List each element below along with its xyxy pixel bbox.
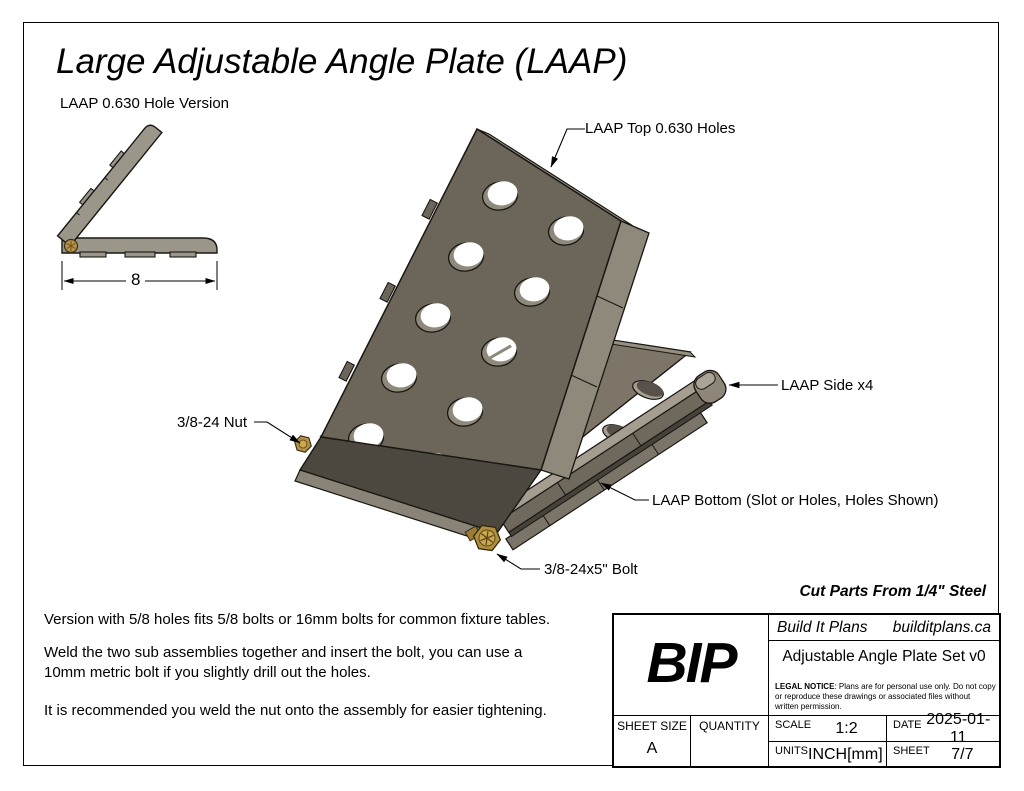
date-value: 2025-01-11: [926, 710, 991, 746]
note-2-line2: 10mm metric bolt if you slightly drill out the holes.: [44, 664, 371, 681]
brand-row: [769, 615, 999, 641]
sheet-value: 7/7: [951, 746, 974, 763]
callout-bolt: 3/8-24x5" Bolt: [544, 561, 638, 578]
units-cell: [769, 742, 887, 768]
quantity-label: QUANTITY: [699, 719, 760, 733]
top-plate: [321, 129, 649, 485]
scale-label: SCALE: [775, 719, 812, 731]
date-label: DATE: [893, 719, 922, 731]
page-subtitle: LAAP 0.630 Hole Version: [60, 95, 230, 112]
legal-line2: reproduce these drawings or associated files without written permission.: [775, 692, 971, 711]
logo-cell: [614, 615, 769, 716]
legal-label: LEGAL NOTICE: [775, 682, 835, 691]
note-3: It is recommended you weld the nut onto the assembly for easier tightening.: [44, 702, 547, 719]
legal-notice: [775, 682, 996, 712]
date-cell: [887, 710, 999, 746]
company-website: builditplans.ca: [892, 618, 991, 636]
page-title: Large Adjustable Angle Plate (LAAP): [56, 42, 628, 81]
sheet-size-cell: [614, 716, 691, 768]
sheet-size-label: SHEET SIZE: [617, 719, 687, 733]
units-value: INCH[mm]: [808, 746, 883, 763]
scale-value: 1:2: [835, 719, 858, 737]
company-name: Build It Plans: [777, 618, 868, 636]
sheet-size-value: A: [646, 740, 658, 757]
dimension-label: 8: [126, 270, 145, 290]
sheet-cell: [887, 742, 999, 768]
hex-nut: [293, 435, 313, 453]
leader-bolt: [497, 554, 540, 569]
note-2-line1: Weld the two sub assemblies together and insert the bolt, you can use a: [44, 644, 523, 661]
callout-top: LAAP Top 0.630 Holes: [585, 120, 736, 137]
bip-logo: BIP: [646, 631, 736, 695]
callout-side: LAAP Side x4: [781, 377, 874, 394]
sheet-label: SHEET: [893, 745, 930, 757]
drawing-name: Adjustable Angle Plate Set v0: [782, 648, 986, 665]
callout-bottom: LAAP Bottom (Slot or Holes, Holes Shown): [652, 492, 939, 509]
scale-cell: [769, 716, 887, 742]
profile-bottom-bar: [62, 238, 217, 253]
note-1: Version with 5/8 holes fits 5/8 bolts or 16mm bolts for common fixture tables.: [44, 611, 551, 628]
units-label: UNITS: [775, 745, 808, 757]
profile-top-bar: [54, 120, 161, 246]
profile-hinge-bolt: [65, 240, 78, 253]
quantity-cell: [691, 716, 769, 768]
title-block: [612, 613, 1001, 768]
drawing-title-cell: [769, 641, 999, 716]
leader-top: [551, 129, 585, 167]
cut-note: Cut Parts From 1/4" Steel: [799, 583, 986, 600]
legal-line1: : Plans are for personal use only. Do not copy or: [775, 682, 996, 701]
leader-nut: [254, 422, 300, 443]
note-2: [44, 643, 522, 683]
side-profile-view: [54, 120, 217, 257]
callout-nut: 3/8-24 Nut: [177, 414, 248, 431]
